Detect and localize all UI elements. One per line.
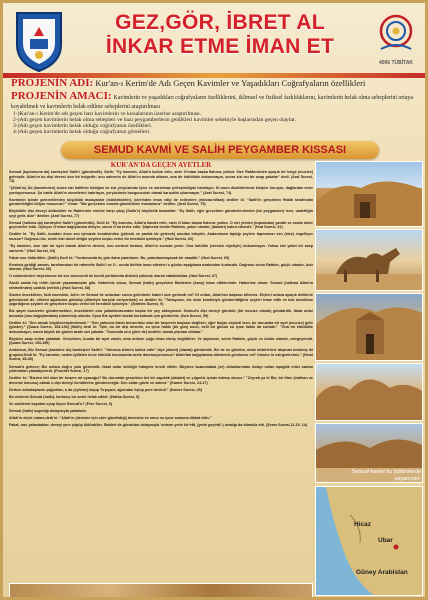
map-label-ubar: Ubar <box>378 537 393 544</box>
verse-paragraph: Ve vadilerde kayaları oyup biçen Semud'u? (Fecr Suresi, 9) <box>9 401 113 406</box>
rock-tombs-photo <box>315 161 423 227</box>
project-name-row <box>11 79 423 89</box>
verse-paragraph: O zulmedenleri deyesinmsı bir ses sarsıverdi de kendi yurtlarında dizüstü çökmüş olarak sabahladılar. (Hud Suresi, 67) <box>9 274 218 279</box>
verse-paragraph: Biz şayet mucizeler göndermekten, öncekilerin onu yalanlamasından başka bir şey alıkoymadı. Semud'a dişi deveyi görünür (bir mucize olarak) göndardik, fakat onlar bununla (onu bağışlamakla) zulmetmiş oldular. Oysa Biz ayetleri ancak korkutmak için göndeririz. (İsra Suresi, 59) <box>9 309 313 318</box>
project-name-text: Kur'an-ı Kerim'de Adı Geçen Kavimler ve Yaşadıkları Coğrafyaların özellikleri <box>95 78 366 88</box>
verse-paragraph: Derken arkadaşlarını çağırdılar, o da (eyleme) kapıp Tırpıyazı; ağzından fışkıp pere devirdi." (Kamer Suresi, 29) <box>9 387 202 392</box>
tubitak-logo <box>377 11 415 69</box>
project-info <box>11 79 423 136</box>
verse-paragraph: Semud (halkına da) kardeşleri Salih'i (gönderdik). Dedi ki: "Ey kavmim, Allah'a ibadet edin, sizin O'ndan başka İlahınız yoktur. O sizi yerden (toprakdan) yarattı ve orada ömür geçirmeler kıldı. Öyleyse O'ndan bağışlanma dileyin, sonra O'na tevbe edin. Şüphesiz benim Rabbim, yakın olandır, (duaları) kabul edendir." (Hud Suresi, 61) <box>9 220 313 230</box>
verse-paragraph: Semud (halkı) azgınlığı dolayısıyla yalanladı. <box>9 408 87 413</box>
section-banner: SEMUD KAVMİ VE SALİH PEYGAMBER KISSASI <box>61 141 379 159</box>
verse-paragraph: "(Allah'ın) Âd (kavminden) sonra sizi halifeler kıldığını ve sizi yeryüzünde iyice ve sarsılmaz yerleştirdiğini hatırlayın. Ki onun düzlüklerinde köşkler kuruyor, dağlardan evler yontuyorsunuz. Şu halde Allah'ın nimetlerini hatırlayın, yeryüzünde bozgunculuk olarak karışıklık çıkarmayın." (Araf Suresi, 74) <box>9 186 313 195</box>
tubitak-label: 4006 TÜBİTAK <box>378 60 414 66</box>
goal-item: 3-)Adı geçen kavimlerin helak olduğu coğrafyanın özellikleri. <box>13 123 153 130</box>
carved-facade-photo <box>315 293 423 361</box>
map-note: Semud kavmi bu bölümlerde yaşamıştır. <box>351 469 421 482</box>
verse-list <box>9 170 313 428</box>
poster-title <box>95 11 345 59</box>
map-label-hicaz: Hicaz <box>354 521 371 528</box>
project-goal-label: PROJENİN AMACI: <box>11 89 112 102</box>
verse-paragraph: Sanki orada hiç refah içinde yaşamamışlar gibi. Haberiniz olsun, Semud (halkı) gerçekten Rablerine (karşı) inkar ettiklerinde. Haberiniz olsun: Semud (halkına Allah'ın rahmetinden) uzaklık (verildi.) (Hud Suresi, 68) <box>9 281 313 290</box>
verse-paragraph: Dediler ki: "Bizden biri olan bir beşere mi uyacağız? Bu durumda gerçekten biz bir sapıklık (dalalet) ve çılgınlık içinde kalmış oluruz." "Zeyrab ya ki Biz, bir fitne (imtihan ve deneme konusu) olarak o dişi deveyi kendilerine göndereceğiz. Sen onları gözle ve sabret." (Kamer Suresi, 24-27) <box>9 376 313 385</box>
verse-paragraph: Dediler ki: "Sen ancak büyülenmişlerdensin." "Sen yalnızca bizim benzerimiz olan bir beşersin başkası değilsin; eğer doğru söyledi isen, bu durumda bir ayet (mucize) getir (göster)." (Şuara Suresi, 153-154) (Salih) dedi ki: "İşte, bu bir dişi devedir, su içme hakkı (bir gün) onun, belli bir günün su içme hakkı da sizindir." "Ona bir kötülükle dokunmayın, sonra büyük bir günün azabı sizi yakalar. "Sonunda onu (yine de) kestiler, ancak pişman oldular." <box>9 320 313 334</box>
tubitak-icon <box>377 11 415 55</box>
project-name-label: PROJENİN ADI: <box>11 77 94 89</box>
verse-paragraph: Kavminin içinde geleneklerden büyüklük taslayanlar (müstekbirler), içlerinden iman edip de ezilenlere (müstaz'aflara) dediler ki: "Salih'in gerçekten Rabbi tarafından gönderildiğini biliyor musunuz?" Onlar: "Biz gerçekten onunla gönderilene inananlarız" dediler. (Araf Suresi, 75) <box>9 197 313 207</box>
school-logo <box>11 9 67 73</box>
arabia-map <box>315 486 423 596</box>
verses-subheading: KUR'AN'DA GEÇEN AYETLER <box>110 161 212 169</box>
desert-rocks-photo <box>315 363 423 421</box>
verse-paragraph: Böylelikle dişi deveyi öldürdüler ve Rablerinin emrine karşı çıkıp (Salih'e) büyüklük tasladılar: "Ey Salih, eğer gerçekten gönderilenlerden (bir peygamber) isen, vadettiğin şeyi getir, bize" dediler. (Araf Suresi, 77) <box>9 209 313 218</box>
goal-item: 2-)Adı geçen kavimlerin helak olma sebepleri ve bazı peygamberlerin geldikleri kavimler sebebiyle başlarından geçen olaylar. <box>13 116 296 123</box>
verse-paragraph: Semud'a gelince; Biz onlara doğru yolu gösterdik, fakat onlar körlüğü hidayete tercih ettiler. Böylece kazanmakta (ve) olduklarından dolayı onları aşağılık edici azabın yıldırımları yakalayıverdi. (Fussilet Suresi, 17) <box>9 364 313 373</box>
goal-item: 1-)Kur'an-ı Kerim'de adı geçen bazı kavimlerin ve kıssalarının üzerine araştırılması. <box>13 110 202 117</box>
project-goal-row <box>11 89 423 111</box>
bottom-photo-strip <box>9 583 313 599</box>
verse-paragraph: Dediler ki: "Ey Salih, bundan önce sen içimizde kendisinden (yüksek ve parlak bir gelecek) umulan biriydin. Atalarımızın taptığı şeylere tapmamızı sen (bize) engelliyor musun? Doğrusu biz, senin bizi davet ettiğin şeyden kuşku verici bir tereddüt içindeyiz." (Hud Suresi, 62) <box>9 232 313 241</box>
verse-paragraph: Andolsun, Biz Semud (kavmine de) kardeşleri Salih'i: "Yalnızca Allah'a kulluk edin" diye (davet) (olarak) gönderdik. Bir de ne görelim, onlar birbirlerine düşman kesilmiş iki grupdur.Dedi ki: "Ey kavmim, neden iyilikten önce kötülük konusunda acele davranıyorsunuz? Allah'tan bağışlanma dilemeniz gerekmez mi? Umulur ki esirgenirsiniz." (Neml Suresi, 45-46) <box>9 348 313 362</box>
verse-paragraph: Semud (toplumuna da) kardeşleri Salih'i (gönderdik). Salih: "Ey kavmim, Allah'a kulluk edin, sizin O'ndan başka İlahınız yoktur. Size Rabbinizden apaçık bir belge (mucize) gelmiştir: Allah'ın bu dişi devesi size bir belgedir; onu salıverin de Allah'ın arzında otlasın, ona bir kötülükle dokunmayın, sonra sizi acı bir azap yakalar" dedi. (Araf Suresi, 73) <box>9 170 313 183</box>
goal-list <box>11 111 423 136</box>
verse-paragraph: Sizden öncekilerin, Nuh kavminin, Ad'ın ve Semud ile onlardan sonra gelenlerin haberi size gelmedi mi? Kİ onları, Allah'tan başkası bilemez. Elçileri onlara apaçık delillerle gelmişlerdi de, ellerini ağızlarına götürüp (dilleriyle karşılık veriyorlardı) ve dediler ki: "Tarlayınızı, biz sizin kendisiyle gönderildiğiniz şeyleri inkar ettik ve bizi kendisine çağırdığınız şeyden de gerçekten kuşku verici bir tereddüt içindeyiz." (İbrahim Suresi, 9) <box>9 293 313 307</box>
map-label-south-arabia: Güney Arabistan <box>356 569 408 576</box>
title-line-1: GEZ,GÖR, İBRET AL <box>115 11 325 34</box>
verse-paragraph: Emrimiz geldiği zaman, tarafımızdan bir rahmetle Salih'i ve O - nunla birlikte iman edenleri o günün aşağılama azabından kurtardık. Doğrusu senin Rabbin, güçlü olandır, Aziz olandır. (Hud Suresi, 66) <box>9 262 313 272</box>
verses-column <box>9 161 313 579</box>
goal-item: 4-)Adı geçen kavimlerin helak olduğu coğrafyanın görselleri. <box>13 129 151 136</box>
verse-paragraph: Bu nedenle Semud (halkı), korkunç bir sesle helak edildi. (Hakka Suresi, 5) <box>9 394 140 399</box>
verse-paragraph: Fakat, onu yalanladılar, deveyi yere çöpüp öldürdüler. Rableri de günahları dolayısıyla 'onların yerle bir'etti, (yerle geçirdi!.) ortalığı da dümdüz etti. (Şems Suresi,11-15, 14) <box>9 423 308 428</box>
project-goal-intro: Kavimlerin ve yaşadıkları coğrafyaların özelliklerini, iklimsel ve fiziksel farklılıklarını, kavimlerin helak olma sebeplerini ortaya koyabilmek ve kavimlerin helak edilme sebeplerini araştırılması <box>11 94 413 110</box>
camel-photo <box>315 229 423 291</box>
verse-paragraph: Allah'ın elçisi onlara dedi ki: "Allah'ın (deveme için süre göndirdiği) devesine ve onun su içme sırasına dikkat edin." <box>9 416 212 421</box>
verse-paragraph: Fakat onu öldürdüler. (Salih) Dedi ki: "Yurdunuzda üç gün daha yararlanın. Bu, yalanlanmayacak bir vaaddir." (Hud Suresi, 65) <box>9 255 230 260</box>
title-line-2: İNKAR ETME İMAN ET <box>105 35 335 58</box>
verse-paragraph: "Ey kavmim, size işte bir ayet olarak Allah'ın devesi; onu serbest bırakın, Allah'ın arzında yesin. Ona kötülük (vermek niyetiyle) dokunmayın. Yoksa sizi yakın bir azap sarıverir." (Hud Suresi, 64) <box>9 244 313 253</box>
verse-paragraph: Böylece azap onları yakaladı. Gerçekten, bunda bir ayet vardır, ama onların çoğu iman etmiş değildirler. Ve şüphesiz, senin Rabbin, güçlü ve üstün olandır, esirgeyendir. (Şuara Suresi, 153-159) <box>9 336 313 346</box>
